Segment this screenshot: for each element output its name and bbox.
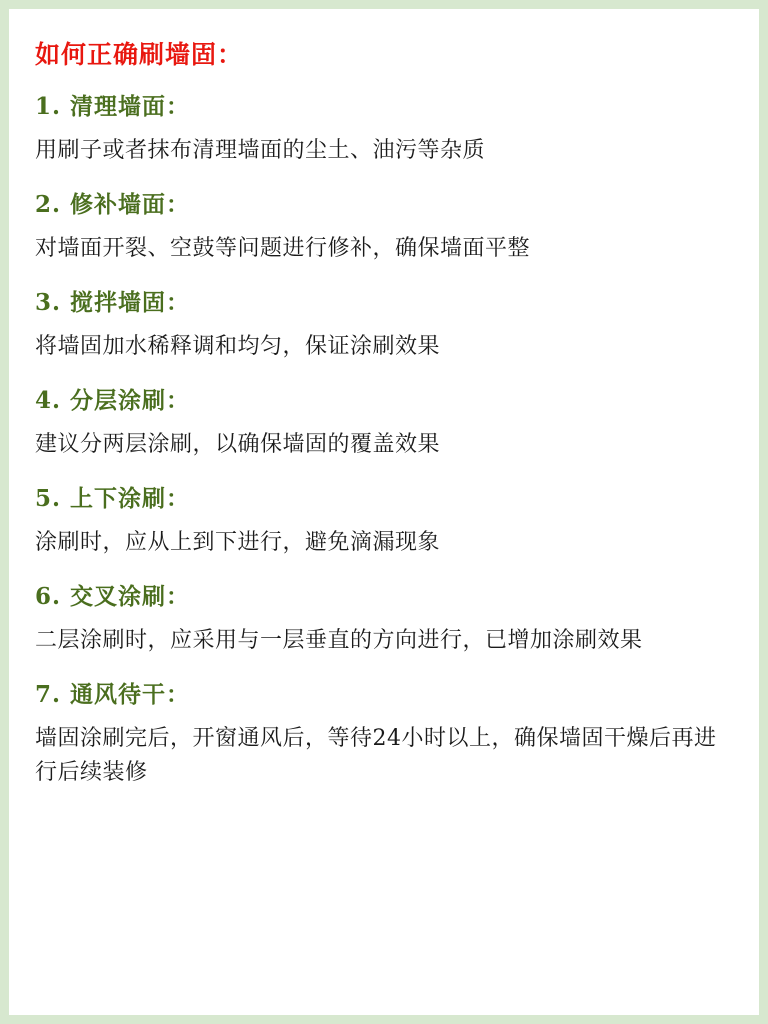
step-item (35, 680, 733, 790)
step-body-1: 用刷子或者抹布清理墙面的尘土、油污等杂质 (35, 138, 486, 164)
document-content (9, 9, 759, 1015)
step-heading-1: 1. 清理墙面： (35, 93, 191, 121)
step-item (35, 288, 733, 364)
step-item (35, 92, 733, 168)
step-body-7: 墙固涂刷完后，开窗通风后，等待24小时以上，确保墙固干燥后再进行后续装修 (35, 726, 717, 786)
page-title: 如何正确刷墙固： (35, 40, 244, 69)
step-heading-5: 5. 上下涂刷： (35, 485, 191, 513)
step-heading-3: 3. 搅拌墙固： (35, 289, 191, 317)
step-body-4: 建议分两层涂刷，以确保墙固的覆盖效果 (35, 432, 441, 458)
step-item (35, 386, 733, 462)
step-body-3: 将墙固加水稀释调和均匀，保证涂刷效果 (35, 334, 441, 360)
step-item (35, 484, 733, 560)
step-heading-6: 6. 交叉涂刷： (35, 583, 191, 611)
step-body-2: 对墙面开裂、空鼓等问题进行修补，确保墙面平整 (35, 236, 531, 262)
step-item (35, 582, 733, 658)
step-item (35, 190, 733, 266)
step-heading-7: 7. 通风待干： (35, 681, 191, 709)
step-heading-4: 4. 分层涂刷： (35, 387, 191, 415)
step-body-5: 涂刷时，应从上到下进行，避免滴漏现象 (35, 530, 441, 556)
step-body-6: 二层涂刷时，应采用与一层垂直的方向进行，已增加涂刷效果 (35, 628, 643, 654)
step-heading-2: 2. 修补墙面： (35, 191, 191, 219)
